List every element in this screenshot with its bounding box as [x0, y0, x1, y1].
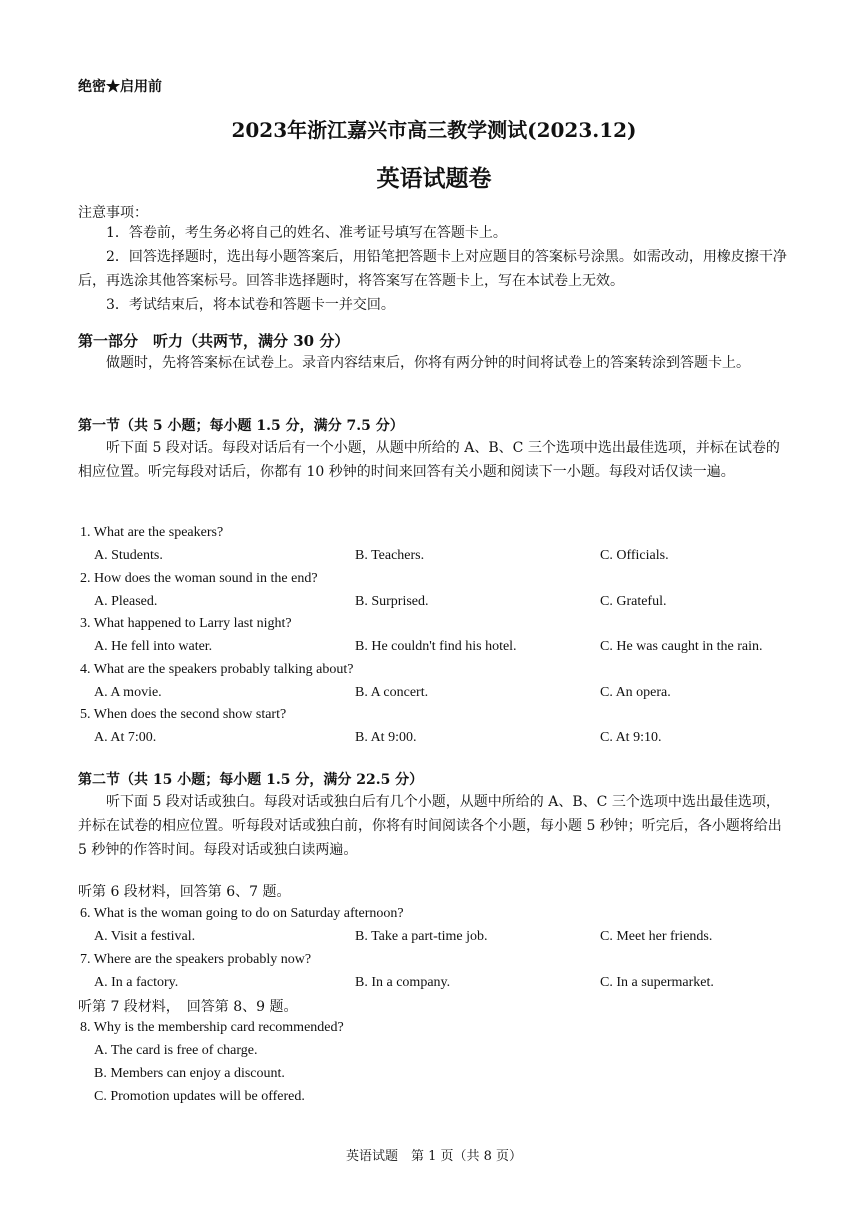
q6-option-b: B. Take a part-time job. — [355, 929, 488, 944]
q5-option-b: B. At 9:00. — [355, 730, 417, 745]
q6-option-c: C. Meet her friends. — [600, 929, 713, 944]
question-5: 5. When does the second show start? — [80, 707, 287, 722]
notes-heading: 注意事项： — [78, 205, 148, 221]
section2-heading: 第二节（共 15 小题；每小题 1.5 分，满分 22.5 分） — [78, 772, 424, 788]
exam-title: 2023年浙江嘉兴市高三教学测试(2023.12) — [231, 118, 637, 142]
section2-instruction: 听下面 5 段对话或独白。每段对话或独白后有几个小题，从题中所给的 A、B、C 三个选项中选出最佳选项，并标在试卷的相应位置。听每段对话或独白前，你将有时间阅读各个小题，每小题 5 秒钟；听完后，各小题将给出 5 秒钟的作答时间。每段对话或独白读两遍。 — [78, 794, 782, 858]
part1-heading: 第一部分 听力（共两节，满分 30 分） — [78, 332, 350, 350]
q7-option-b: B. In a company. — [355, 975, 451, 990]
question-8: 8. Why is the membership card recommended? — [80, 1020, 344, 1035]
q3-option-b: B. He couldn't find his hotel. — [355, 639, 517, 654]
q1-option-b: B. Teachers. — [355, 548, 425, 563]
q8-option-b: B. Members can enjoy a discount. — [94, 1066, 285, 1081]
notes-item-1: 1．答卷前，考生务必将自己的姓名、准考证号填写在答题卡上。 — [106, 225, 507, 241]
q3-option-a: A. He fell into water. — [94, 639, 213, 654]
exam-subtitle: 英语试题卷 — [376, 165, 492, 192]
q8-option-c: C. Promotion updates will be offered. — [94, 1089, 305, 1104]
q1-option-c: C. Officials. — [600, 548, 669, 563]
question-3: 3. What happened to Larry last night? — [80, 616, 292, 631]
notes-item-2: 2．回答选择题时，选出每小题答案后，用铅笔把答题卡上对应题目的答案标号涂黑。如需改动，用橡皮擦干净后，再选涂其他答案标号。回答非选择题时，将答案写在答题卡上，写在本试卷上无效。 — [78, 249, 787, 289]
part1-instruction: 做题时，先将答案标在试卷上。录音内容结束后，你将有两分钟的时间将试卷上的答案转涂到答题卡上。 — [106, 355, 750, 371]
q8-option-a: A. The card is free of charge. — [94, 1043, 258, 1058]
q2-option-a: A. Pleased. — [94, 594, 158, 609]
question-4: 4. What are the speakers probably talking about? — [80, 662, 354, 677]
section1-instruction: 听下面 5 段对话。每段对话后有一个小题，从题中所给的 A、B、C 三个选项中选出最佳选项，并标在试卷的相应位置。听完每段对话后，你都有 10 秒钟的时间来回答有关小题和阅读下一小题。每段对话仅读一遍。 — [78, 440, 780, 480]
q5-option-c: C. At 9:10. — [600, 730, 662, 745]
q2-option-c: C. Grateful. — [600, 594, 667, 609]
q4-option-a: A. A movie. — [94, 685, 162, 700]
material-7-note: 听第 7 段材料， 回答第 8、9 题。 — [78, 999, 298, 1015]
q4-option-b: B. A concert. — [355, 685, 429, 700]
q7-option-a: A. In a factory. — [94, 975, 179, 990]
question-7: 7. Where are the speakers probably now? — [80, 952, 312, 967]
q2-option-b: B. Surprised. — [355, 594, 429, 609]
question-6: 6. What is the woman going to do on Saturday afternoon? — [80, 906, 404, 921]
section1-heading: 第一节（共 5 小题；每小题 1.5 分，满分 7.5 分） — [78, 418, 404, 434]
page-footer: 英语试题 第 1 页（共 8 页） — [345, 1149, 523, 1164]
q6-option-a: A. Visit a festival. — [94, 929, 196, 944]
q4-option-c: C. An opera. — [600, 685, 671, 700]
q1-option-a: A. Students. — [94, 548, 163, 563]
q3-option-c: C. He was caught in the rain. — [600, 639, 763, 654]
material-6-note: 听第 6 段材料，回答第 6、7 题。 — [78, 884, 291, 900]
confidential-label: 绝密★启用前 — [78, 79, 162, 95]
q5-option-a: A. At 7:00. — [94, 730, 157, 745]
question-2: 2. How does the woman sound in the end? — [80, 571, 318, 586]
question-1: 1. What are the speakers? — [80, 525, 224, 540]
notes-item-3: 3．考试结束后，将本试卷和答题卡一并交回。 — [106, 297, 395, 313]
q7-option-c: C. In a supermarket. — [600, 975, 714, 990]
